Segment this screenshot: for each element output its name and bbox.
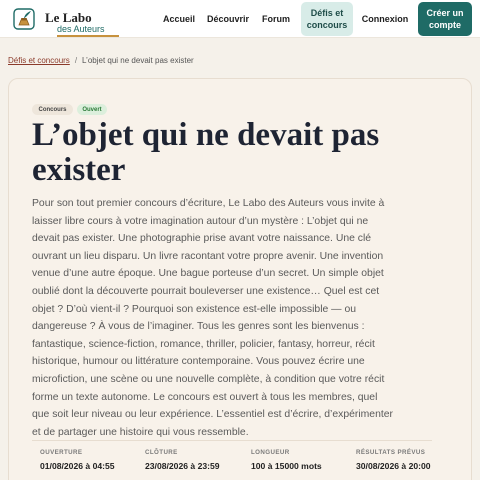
nav-connexion[interactable]: Connexion [361,14,409,24]
meta-value: 100 à 15000 mots [251,461,322,471]
signup-line1: Créer un [426,8,464,18]
nav-defis-concours[interactable] [301,2,353,36]
meta-closing [145,449,255,471]
meta-label: RÉSULTATS PRÉVUS [356,449,426,456]
inkwell-quill-icon [12,7,36,31]
meta-length [251,449,361,471]
status-badge: Ouvert [77,104,107,115]
meta-results [356,449,466,471]
meta-label: CLÔTURE [145,449,178,456]
logo-underline [57,35,119,37]
breadcrumb [8,56,194,65]
page-title: L’objet qui ne devait pas exister [32,117,380,188]
site-header [0,0,480,38]
contest-type-badge: Concours [32,104,73,115]
contest-description: Pour son tout premier concours d’écriture, Le Labo des Auteurs vous invite à laisser libre cours à votre imagination autour d’un mystère : L’objet qui ne devait pas exister. Une photographie prise avant votre naissance. Une clé ouvrant un lieu disparu. Un livre racontant votre propre avenir. Une invention venue d’une autre époque. Une bague porteuse d’un secret. Un simple objet oublié dont la découverte pourrait bouleverser une existence… Quel est cet objet ? D’où vient-il ? Pourquoi son existence est-elle impossible — ou dangereuse ? À vous de l’imaginer. Tous les genres sont les bienvenus : fantastique, science-fiction, romance, thriller, policier, fantasy, horreur, récit historique, humour ou littérature contemporaine. Vous pouvez écrire une microfiction, une scène ou une nouvelle complète, à condition que votre récit forme un texte autonome. Le concours est ouvert à tous les membres, quel que soit leur niveau ou leur expérience. L’essentiel est d’écrire, d’expérimenter et de partager une histoire qui vous ressemble. [32,198,393,438]
nav-accueil[interactable]: Accueil [162,14,195,24]
nav-defis-label [307,7,348,31]
meta-divider [32,440,432,441]
breadcrumb-current: L’objet qui ne devait pas exister [82,56,194,65]
signup-button[interactable] [418,2,472,36]
meta-value: 23/08/2026 à 23:59 [145,461,220,471]
signup-line2: compte [428,20,461,30]
meta-opening [40,449,150,471]
meta-label: OUVERTURE [40,449,83,456]
nav-defis-line2: concours [306,20,348,30]
logo-subtitle: des Auteurs [57,24,105,34]
nav-decouvrir[interactable]: Découvrir [206,14,250,24]
logo-title: Le Labo [45,10,92,25]
meta-label: LONGUEUR [251,449,290,456]
site-logo[interactable] [12,5,112,33]
meta-value: 01/08/2026 à 04:55 [40,461,115,471]
signup-label [426,7,463,31]
meta-value: 30/08/2026 à 20:00 [356,461,431,471]
nav-defis-line1: Défis et [310,8,344,18]
breadcrumb-separator: / [74,56,78,65]
nav-forum[interactable]: Forum [262,14,290,24]
breadcrumb-link-defis[interactable]: Défis et concours [8,56,70,65]
